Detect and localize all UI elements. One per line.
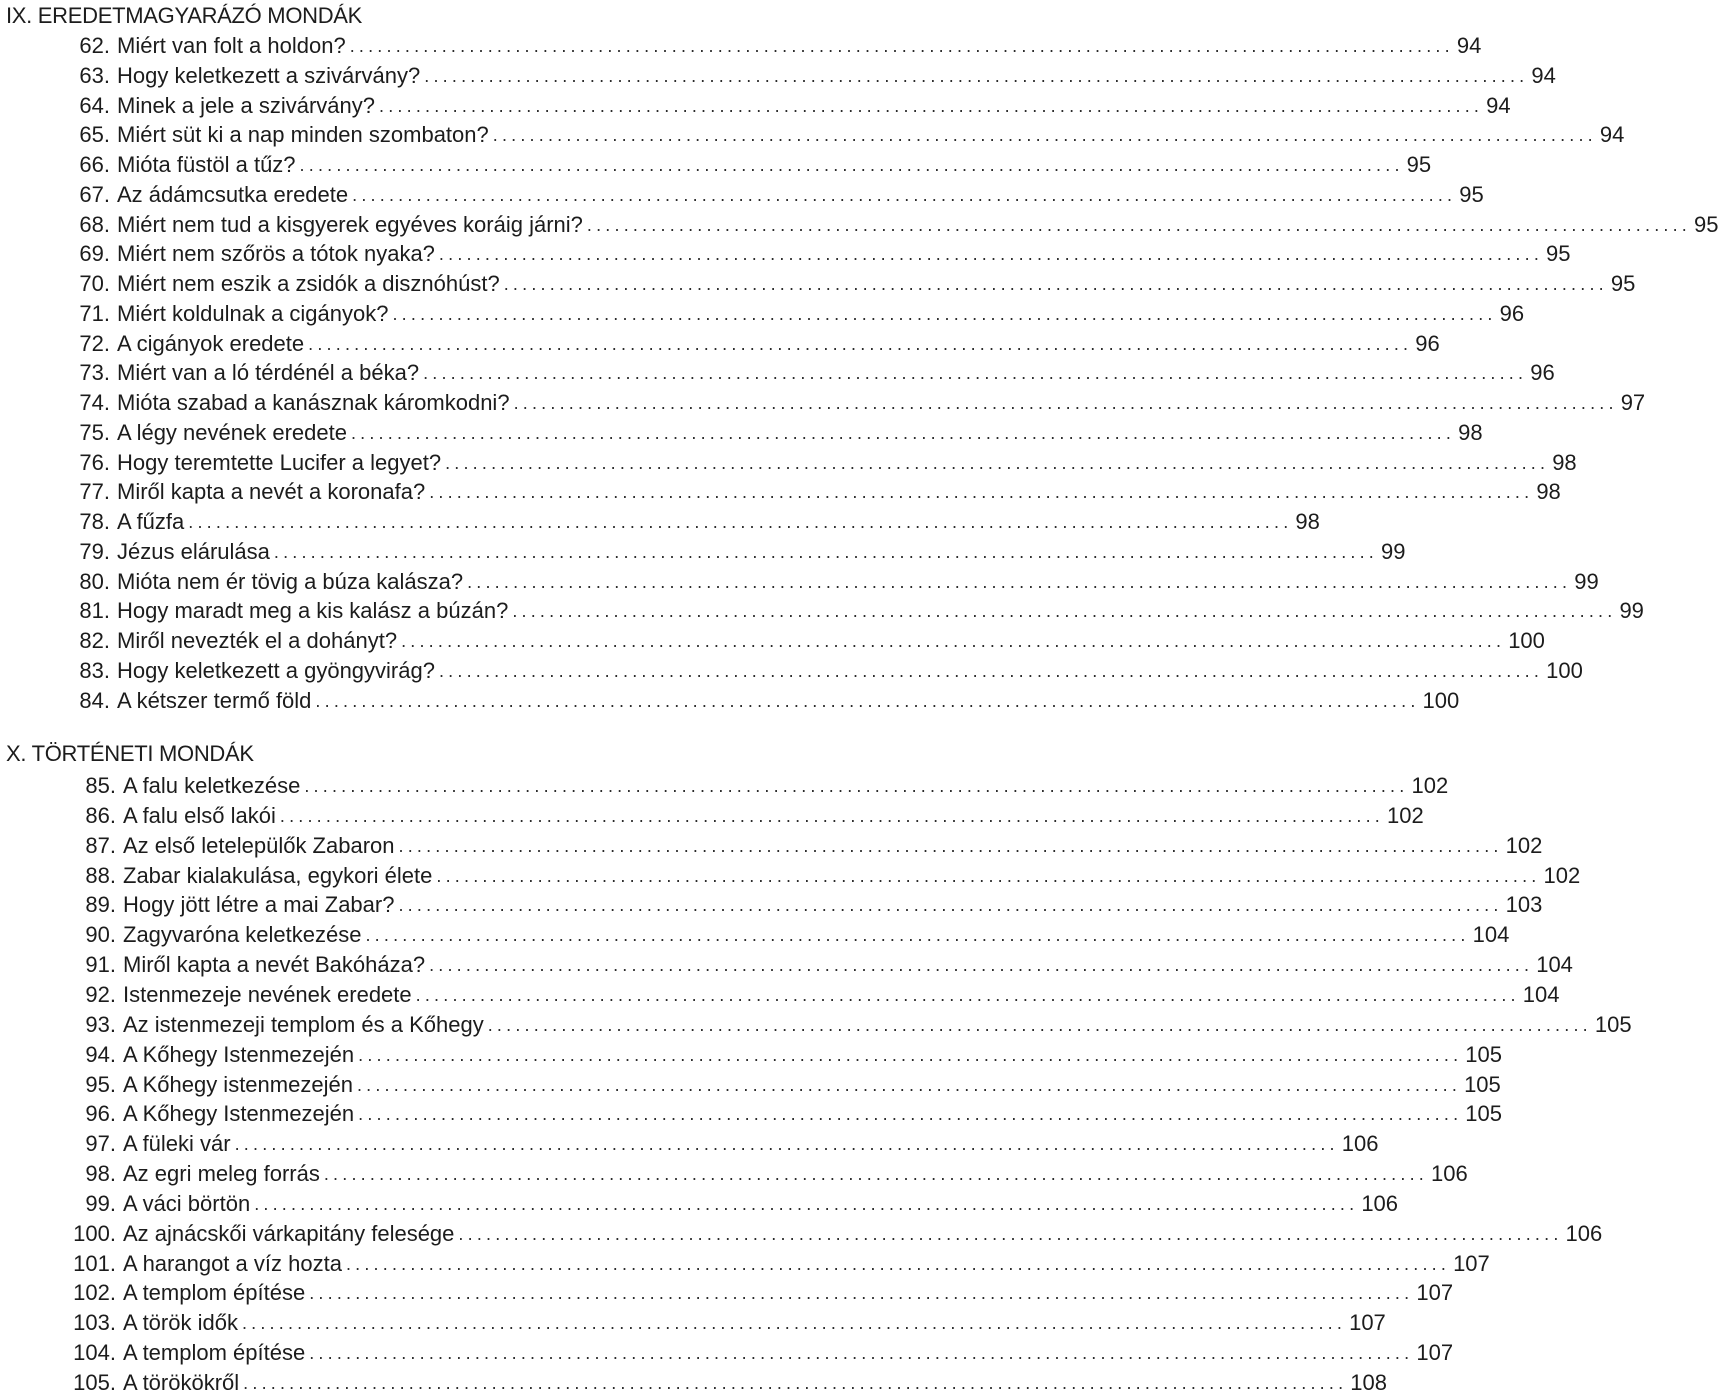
toc-entry bbox=[62, 418, 1483, 448]
entry-number: 98. bbox=[85, 1161, 116, 1187]
entry-number: 100. bbox=[73, 1220, 116, 1246]
entry-page-number: 94 bbox=[1456, 33, 1482, 58]
entry-page-number: 100 bbox=[1508, 628, 1545, 653]
entry-number: 101. bbox=[73, 1250, 116, 1276]
entry-page-number: 99 bbox=[1381, 538, 1406, 564]
section-title: X. TÖRTÉNETI MONDÁK bbox=[6, 741, 254, 766]
toc-entry bbox=[62, 537, 1406, 567]
entry-number: 63. bbox=[79, 62, 110, 88]
dot-leader: ........................................................................................................................ bbox=[254, 1193, 1359, 1214]
entry-number: 76. bbox=[79, 449, 110, 475]
entry-page-number: 98 bbox=[1552, 449, 1577, 475]
toc-entry bbox=[62, 329, 1440, 359]
entry-page-number: 97 bbox=[1620, 390, 1646, 415]
entry-number: 68. bbox=[79, 211, 110, 237]
toc-entry bbox=[62, 31, 1482, 61]
entry-title: A török idők bbox=[123, 1310, 238, 1336]
dot-leader: ........................................................................................................................ bbox=[429, 482, 1534, 503]
dot-leader: ........................................................................................................................ bbox=[243, 1373, 1348, 1393]
entry-page-number: 95 bbox=[1459, 181, 1484, 207]
dot-leader: ........................................................................................................................ bbox=[358, 1104, 1463, 1125]
entry-number: 77. bbox=[79, 479, 110, 505]
toc-entry bbox=[62, 656, 1583, 686]
entry-title: Jézus elárulása bbox=[117, 538, 270, 564]
entry-page-number: 104 bbox=[1472, 922, 1510, 948]
entry-number: 82. bbox=[79, 628, 110, 653]
entry-title: A falu első lakói bbox=[123, 802, 276, 828]
dot-leader: ........................................................................................................................ bbox=[429, 955, 1534, 976]
entry-number: 103. bbox=[73, 1310, 116, 1336]
toc-entry bbox=[64, 1278, 1454, 1308]
entry-number: 73. bbox=[79, 360, 110, 386]
entry-number: 81. bbox=[79, 598, 110, 624]
entry-number: 97. bbox=[85, 1131, 116, 1157]
entry-title: Miről kapta a nevét Bakóháza? bbox=[123, 952, 426, 978]
dot-leader: ........................................................................................................................ bbox=[445, 452, 1550, 473]
entry-page-number: 102 bbox=[1387, 802, 1424, 828]
entry-number: 62. bbox=[79, 33, 110, 58]
toc-entry bbox=[64, 1338, 1454, 1368]
toc-entry bbox=[62, 180, 1484, 210]
entry-title: Mióta nem ér tövig a búza kalásza? bbox=[117, 568, 464, 594]
entry-title: A kétszer termő föld bbox=[117, 687, 312, 713]
toc-entry bbox=[64, 1249, 1490, 1279]
entry-title: A templom építése bbox=[123, 1340, 306, 1366]
entry-page-number: 94 bbox=[1486, 92, 1511, 118]
dot-leader: ........................................................................................................................ bbox=[241, 1313, 1347, 1334]
entry-number: 92. bbox=[85, 981, 116, 1007]
entry-number: 83. bbox=[79, 657, 110, 683]
entry-page-number: 105 bbox=[1464, 1071, 1501, 1097]
dot-leader: ........................................................................................................................ bbox=[358, 1044, 1463, 1065]
entry-title: Hogy maradt meg a kis kalász a búzán? bbox=[117, 598, 509, 624]
entry-number: 72. bbox=[79, 330, 110, 356]
entry-number: 75. bbox=[79, 419, 110, 445]
toc-entry bbox=[62, 448, 1577, 478]
entry-title: Miért van a ló térdénél a béka? bbox=[117, 360, 420, 386]
entry-page-number: 102 bbox=[1505, 832, 1543, 858]
entry-page-number: 106 bbox=[1565, 1220, 1603, 1246]
toc-entry bbox=[64, 1099, 1502, 1129]
entry-title: A cigányok eredete bbox=[117, 330, 305, 356]
entry-page-number: 107 bbox=[1453, 1250, 1490, 1276]
dot-leader: ........................................................................................................................ bbox=[350, 422, 1456, 443]
dot-leader: ........................................................................................................................ bbox=[438, 244, 1544, 265]
toc-entry bbox=[62, 91, 1511, 121]
entry-number: 87. bbox=[85, 832, 116, 858]
dot-leader: ........................................................................................................................ bbox=[436, 865, 1541, 886]
dot-leader: ........................................................................................................................ bbox=[512, 601, 1617, 622]
toc-entry bbox=[64, 771, 1449, 801]
entry-page-number: 105 bbox=[1594, 1011, 1632, 1037]
entry-title: Zagyvaróna keletkezése bbox=[123, 922, 362, 948]
dot-leader: ........................................................................................................................ bbox=[323, 1164, 1428, 1185]
entry-page-number: 107 bbox=[1349, 1310, 1386, 1336]
entry-title: Az ajnácskői várkapitány felesége bbox=[123, 1220, 455, 1246]
entry-number: 67. bbox=[79, 181, 110, 207]
dot-leader: ........................................................................................................................ bbox=[273, 541, 1378, 562]
dot-leader: ........................................................................................................................ bbox=[345, 1253, 1451, 1274]
entry-page-number: 108 bbox=[1350, 1370, 1388, 1395]
toc-entry bbox=[62, 269, 1636, 299]
toc-entry bbox=[62, 150, 1432, 180]
dot-leader: ........................................................................................................................ bbox=[487, 1014, 1592, 1035]
entry-title: A légy nevének eredete bbox=[117, 419, 347, 445]
entry-title: Zabar kialakulása, egykori élete bbox=[123, 862, 433, 888]
dot-leader: ........................................................................................................................ bbox=[309, 1283, 1414, 1304]
entry-number: 99. bbox=[85, 1190, 116, 1216]
toc-entry bbox=[62, 477, 1561, 507]
dot-leader: ........................................................................................................................ bbox=[423, 363, 1528, 384]
toc-entry bbox=[62, 239, 1571, 269]
entry-number: 95. bbox=[85, 1071, 116, 1097]
entry-title: Miért nem eszik a zsidók a disznóhúst? bbox=[117, 271, 500, 296]
toc-entry bbox=[64, 1219, 1603, 1249]
entry-title: A Kőhegy Istenmezején bbox=[123, 1041, 355, 1067]
entry-title: Miért van folt a holdon? bbox=[117, 33, 346, 58]
toc-entry bbox=[64, 1129, 1379, 1159]
section-title: IX. EREDETMAGYARÁZÓ MONDÁK bbox=[6, 3, 363, 28]
entry-title: A váci börtön bbox=[123, 1190, 251, 1216]
dot-leader: ........................................................................................................................ bbox=[234, 1134, 1339, 1155]
entry-number: 102. bbox=[73, 1280, 116, 1306]
entry-number: 79. bbox=[79, 538, 110, 564]
entry-title: Hogy keletkezett a gyöngyvirág? bbox=[117, 657, 435, 683]
toc-entry bbox=[62, 61, 1556, 91]
toc-entry bbox=[62, 388, 1646, 418]
entry-number: 94. bbox=[85, 1041, 116, 1067]
entry-page-number: 96 bbox=[1415, 330, 1440, 356]
entry-title: A törökökről bbox=[123, 1370, 240, 1395]
entry-number: 71. bbox=[79, 300, 110, 326]
entry-page-number: 100 bbox=[1422, 687, 1460, 713]
entry-page-number: 98 bbox=[1458, 419, 1483, 445]
dot-leader: ........................................................................................................................ bbox=[279, 805, 1384, 826]
toc-entry bbox=[64, 1308, 1386, 1338]
entry-page-number: 103 bbox=[1505, 892, 1543, 918]
toc-entry bbox=[62, 596, 1644, 626]
entry-number: 66. bbox=[79, 152, 110, 177]
toc-entry bbox=[64, 1368, 1388, 1398]
entry-number: 91. bbox=[85, 952, 116, 978]
entry-title: Mióta füstöl a tűz? bbox=[117, 152, 296, 177]
dot-leader: ........................................................................................................................ bbox=[415, 984, 1520, 1005]
dot-leader: ........................................................................................................................ bbox=[492, 125, 1597, 146]
entry-page-number: 99 bbox=[1574, 568, 1599, 594]
entry-title: Az egri meleg forrás bbox=[123, 1161, 320, 1187]
dot-leader: ........................................................................................................................ bbox=[458, 1223, 1563, 1244]
entry-page-number: 106 bbox=[1430, 1161, 1468, 1187]
toc-entry bbox=[64, 861, 1581, 891]
entry-page-number: 104 bbox=[1536, 952, 1573, 978]
entry-page-number: 104 bbox=[1522, 981, 1560, 1007]
entry-number: 70. bbox=[79, 271, 110, 296]
dot-leader: ........................................................................................................................ bbox=[438, 660, 1544, 681]
dot-leader: ........................................................................................................................ bbox=[467, 571, 1572, 592]
dot-leader: ........................................................................................................................ bbox=[398, 895, 1503, 916]
entry-page-number: 95 bbox=[1546, 241, 1571, 267]
entry-page-number: 99 bbox=[1619, 598, 1644, 624]
toc-entry bbox=[62, 567, 1599, 597]
entry-number: 74. bbox=[79, 390, 110, 415]
entry-number: 65. bbox=[79, 122, 110, 148]
entry-title: A Kőhegy istenmezején bbox=[123, 1071, 353, 1097]
entry-page-number: 102 bbox=[1543, 862, 1581, 888]
entry-title: Hogy jött létre a mai Zabar? bbox=[123, 892, 395, 918]
dot-leader: ........................................................................................................................ bbox=[309, 1343, 1414, 1364]
entry-title: A templom építése bbox=[123, 1280, 306, 1306]
entry-title: Hogy keletkezett a szivárvány? bbox=[117, 62, 421, 88]
entry-number: 85. bbox=[85, 773, 116, 798]
entry-title: A fűzfa bbox=[117, 509, 185, 534]
entry-page-number: 98 bbox=[1536, 479, 1561, 505]
entry-title: A harangot a víz hozta bbox=[123, 1250, 342, 1276]
dot-leader: ........................................................................................................................ bbox=[513, 393, 1618, 413]
dot-leader: ........................................................................................................................ bbox=[503, 274, 1608, 294]
entry-page-number: 96 bbox=[1499, 300, 1525, 326]
entry-number: 93. bbox=[85, 1011, 116, 1037]
entry-number: 89. bbox=[85, 892, 116, 918]
entry-number: 80. bbox=[79, 568, 110, 594]
toc-entry bbox=[62, 686, 1460, 716]
entry-title: Miért koldulnak a cigányok? bbox=[117, 300, 389, 326]
dot-leader: ........................................................................................................................ bbox=[401, 631, 1506, 651]
entry-number: 105. bbox=[73, 1370, 116, 1395]
dot-leader: ........................................................................................................................ bbox=[365, 925, 1470, 946]
entry-number: 88. bbox=[85, 862, 116, 888]
entry-page-number: 107 bbox=[1416, 1340, 1454, 1366]
dot-leader: ........................................................................................................................ bbox=[308, 333, 1413, 354]
entry-page-number: 106 bbox=[1341, 1131, 1379, 1157]
entry-title: Minek a jele a szivárvány? bbox=[117, 92, 376, 118]
dot-leader: ........................................................................................................................ bbox=[356, 1074, 1462, 1095]
toc-entry bbox=[62, 507, 1320, 537]
dot-leader: ........................................................................................................................ bbox=[188, 512, 1293, 532]
entry-page-number: 100 bbox=[1546, 657, 1583, 683]
entry-page-number: 94 bbox=[1599, 122, 1625, 148]
entry-page-number: 95 bbox=[1694, 211, 1719, 237]
entry-title: Mióta szabad a kanásznak káromkodni? bbox=[117, 390, 510, 415]
entry-title: Miért nem szőrös a tótok nyaka? bbox=[117, 241, 435, 267]
entry-number: 84. bbox=[79, 687, 110, 713]
entry-page-number: 105 bbox=[1465, 1041, 1502, 1067]
dot-leader: ........................................................................................................................ bbox=[586, 214, 1692, 235]
toc-entry bbox=[64, 1189, 1399, 1219]
toc-entry bbox=[62, 299, 1525, 329]
toc-entry bbox=[64, 980, 1560, 1010]
entry-page-number: 95 bbox=[1610, 271, 1636, 296]
entry-title: A falu keletkezése bbox=[123, 773, 301, 798]
entry-title: A Kőhegy Istenmezején bbox=[123, 1101, 355, 1127]
entry-title: Miért nem tud a kisgyerek egyéves koráig járni? bbox=[117, 211, 583, 237]
entry-page-number: 96 bbox=[1530, 360, 1555, 386]
dot-leader: ........................................................................................................................ bbox=[392, 303, 1497, 324]
toc-entry bbox=[64, 950, 1573, 980]
dot-leader: ........................................................................................................................ bbox=[315, 690, 1420, 711]
toc-entry bbox=[64, 831, 1543, 861]
toc-entry bbox=[62, 626, 1545, 656]
toc-entry bbox=[64, 1010, 1632, 1040]
entry-page-number: 95 bbox=[1406, 152, 1432, 177]
dot-leader: ........................................................................................................................ bbox=[352, 184, 1457, 205]
entry-title: Istenmezeje nevének eredete bbox=[123, 981, 412, 1007]
toc-entry bbox=[64, 1159, 1468, 1189]
entry-title: Miről kapta a nevét a koronafa? bbox=[117, 479, 426, 505]
dot-leader: ........................................................................................................................ bbox=[299, 155, 1404, 175]
entry-title: Az első letelepülők Zabaron bbox=[123, 832, 395, 858]
dot-leader: ........................................................................................................................ bbox=[304, 776, 1409, 796]
toc-entry bbox=[62, 210, 1719, 240]
toc-entry bbox=[64, 1040, 1502, 1070]
dot-leader: ........................................................................................................................ bbox=[424, 65, 1529, 86]
toc-entry bbox=[62, 358, 1555, 388]
toc-entry bbox=[64, 890, 1543, 920]
entry-page-number: 105 bbox=[1465, 1101, 1502, 1127]
entry-title: Az istenmezeji templom és a Kőhegy bbox=[123, 1011, 484, 1037]
entry-page-number: 98 bbox=[1295, 509, 1320, 534]
entry-title: Miért süt ki a nap minden szombaton? bbox=[117, 122, 489, 148]
toc-entry bbox=[64, 801, 1424, 831]
toc-entry bbox=[62, 120, 1625, 150]
toc-entry bbox=[64, 920, 1510, 950]
dot-leader: ........................................................................................................................ bbox=[398, 835, 1503, 856]
dot-leader: ........................................................................................................................ bbox=[379, 95, 1484, 116]
entry-title: A füleki vár bbox=[123, 1131, 231, 1157]
entry-title: Miről nevezték el a dohányt? bbox=[117, 628, 398, 653]
entry-page-number: 106 bbox=[1361, 1190, 1399, 1216]
toc-entry bbox=[64, 1070, 1501, 1100]
entry-title: Az ádámcsutka eredete bbox=[117, 181, 349, 207]
entry-number: 78. bbox=[79, 509, 110, 534]
entry-page-number: 107 bbox=[1416, 1280, 1454, 1306]
entry-number: 104. bbox=[73, 1340, 116, 1366]
entry-page-number: 102 bbox=[1411, 773, 1449, 798]
entry-page-number: 94 bbox=[1531, 62, 1556, 88]
entry-number: 96. bbox=[85, 1101, 116, 1127]
entry-number: 69. bbox=[79, 241, 110, 267]
dot-leader: ........................................................................................................................ bbox=[349, 36, 1454, 56]
entry-number: 64. bbox=[79, 92, 110, 118]
entry-number: 90. bbox=[85, 922, 116, 948]
entry-title: Hogy teremtette Lucifer a legyet? bbox=[117, 449, 442, 475]
entry-number: 86. bbox=[85, 802, 116, 828]
